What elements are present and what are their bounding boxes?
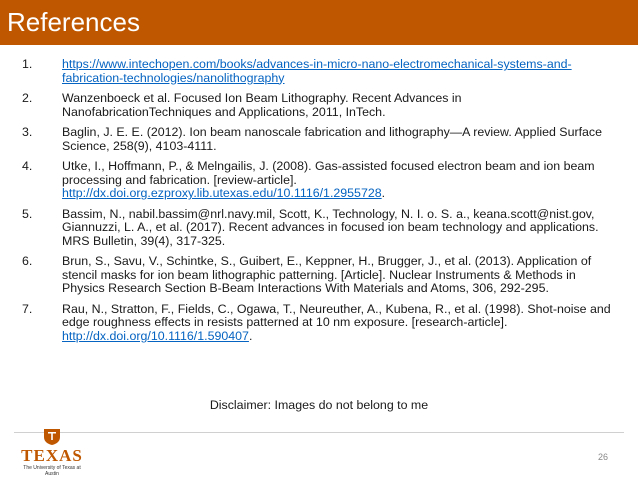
reference-list (22, 58, 612, 350)
reference-body-text: Brun, S., Savu, V., Schintke, S., Guibert, E., Keppner, H., Brugger, J., et al. (2013). Application of stencil masks for ion beam lithographic patterning. [Article]. Nuclear Instruments & Methods in Physics Research Section B-Beam Interactions With Materials and Atoms, 306, 292-295. (62, 254, 592, 295)
reference-text (62, 126, 612, 153)
reference-suffix: . (381, 186, 386, 200)
logo-wordmark: TEXAS (21, 446, 83, 465)
logo-tagline: The University of Texas at Austin (23, 465, 81, 477)
reference-text (62, 92, 612, 119)
page-number: 26 (597, 452, 608, 462)
slide-title: References (7, 7, 140, 37)
reference-item-5 (22, 208, 612, 249)
ut-seal-icon (42, 428, 62, 446)
reference-link[interactable]: http://dx.doi.org/10.1116/1.590407 (62, 328, 249, 343)
reference-text (62, 58, 612, 85)
reference-item-2 (22, 92, 612, 119)
footer-divider (14, 432, 624, 433)
reference-number: 5. (22, 206, 33, 221)
reference-text (62, 208, 612, 249)
reference-text (62, 303, 612, 344)
reference-number: 1. (22, 57, 33, 71)
reference-body-text: Rau, N., Stratton, F., Fields, C., Ogawa, T., Neureuther, A., Kubena, R., et al. (1998). Shot-noise and edge roughness effects in resists patterned at 10 nm exposure. [research-article]. (62, 301, 611, 329)
reference-body-text: Utke, I., Hoffmann, P., & Melngailis, J. (2008). Gas-assisted focused electron beam and ion beam processing and fabrication. [review-article]. (62, 159, 595, 187)
reference-link[interactable]: https://www.intechopen.com/books/advances-in-micro-nano-electromechanical-systems-and-fabrication-technologies/nanolithography (62, 57, 572, 85)
reference-body-text: Bassim, N., nabil.bassim@nrl.navy.mil, Scott, K., Technology, N. I. o. S. a., keana.scott@nist.gov, Giannuzzi, L. A., et al. (2017). Recent advances in focused ion beam technology and applications. MRS Bulletin, 39(4), 317-325. (62, 206, 599, 248)
reference-suffix: . (248, 328, 253, 343)
reference-item-7 (22, 303, 612, 344)
reference-item-1 (22, 58, 612, 85)
reference-number: 6. (22, 254, 33, 268)
title-bar (0, 0, 638, 45)
reference-item-3 (22, 126, 612, 153)
reference-number: 4. (22, 159, 33, 173)
reference-item-6 (22, 255, 612, 296)
reference-number: 3. (22, 125, 33, 139)
reference-body-text: Baglin, J. E. E. (2012). Ion beam nanoscale fabrication and lithography—A review. Applied Surface Science, 258(9), 4103-4111. (62, 125, 603, 153)
university-logo (16, 428, 88, 477)
reference-text (62, 160, 612, 201)
reference-link[interactable]: http://dx.doi.org.ezproxy.lib.utexas.edu/10.1116/1.2955728 (62, 186, 382, 200)
reference-text (62, 255, 612, 296)
reference-body-text: Wanzenboeck et al. Focused Ion Beam Lithography. Recent Advances in NanofabricationTechniques and Applications, 2011, InTech. (62, 91, 462, 119)
reference-number: 2. (22, 91, 33, 105)
reference-item-4 (22, 160, 612, 201)
reference-number: 7. (22, 301, 33, 316)
disclaimer: Disclaimer: Images do not belong to me (209, 398, 429, 412)
